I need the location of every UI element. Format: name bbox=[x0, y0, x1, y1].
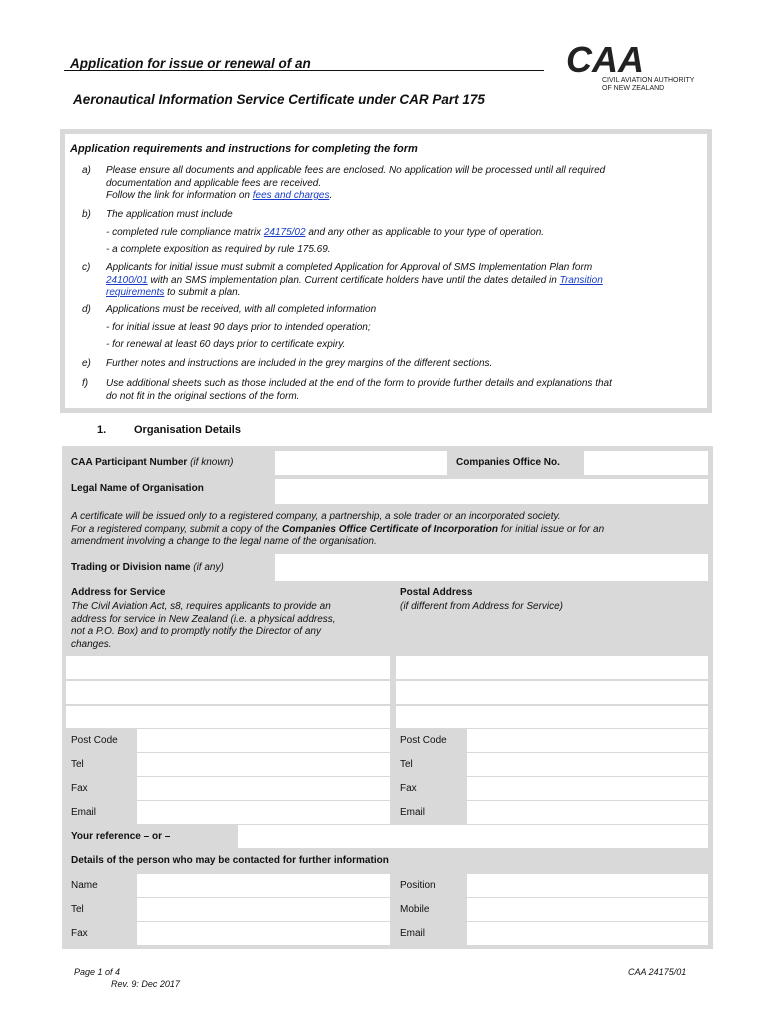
certificate-note: A certificate will be issued only to a registered company, a partnership, a sole trader or an incorporated society. For a registered company, submit a copy of the Companies Office Certificate of Incorporation for initial issue or for an amendment involving a change to the legal name of the organisation. bbox=[71, 511, 605, 547]
postal-fax-input[interactable] bbox=[467, 777, 708, 800]
contact-name-input[interactable] bbox=[137, 874, 390, 897]
form-title-line1: Application for issue or renewal of an bbox=[70, 56, 311, 71]
logo-sub1: CIVIL AVIATION AUTHORITY bbox=[602, 77, 695, 84]
address-service-label: Address for Service bbox=[71, 587, 166, 598]
service-fax-input[interactable] bbox=[137, 777, 390, 800]
rule-matrix-link[interactable]: 24175/02 bbox=[263, 226, 306, 238]
revision: Rev. 9: Dec 2017 bbox=[111, 979, 180, 989]
service-tel-label: Tel bbox=[71, 759, 84, 770]
legal-name-label: Legal Name of Organisation bbox=[71, 483, 204, 494]
your-reference-input[interactable] bbox=[238, 825, 708, 848]
contact-mobile-input[interactable] bbox=[467, 898, 708, 921]
requirements-link[interactable]: requirements bbox=[106, 287, 165, 298]
contact-email-label: Email bbox=[400, 928, 426, 939]
contact-tel-input[interactable] bbox=[137, 898, 390, 921]
caa-logo bbox=[566, 34, 706, 94]
logo-sub2: OF NEW ZEALAND bbox=[602, 85, 665, 92]
postal-tel-input[interactable] bbox=[467, 753, 708, 776]
contact-tel-label: Tel bbox=[71, 904, 84, 915]
trading-name-input[interactable] bbox=[275, 554, 708, 581]
postal-address-line2[interactable] bbox=[396, 681, 708, 704]
participant-number-label: CAA Participant Number (if known) bbox=[71, 457, 234, 468]
contact-fax-label: Fax bbox=[71, 928, 88, 939]
service-address-line2[interactable] bbox=[66, 681, 390, 704]
service-address-line3[interactable] bbox=[66, 706, 390, 728]
postal-email-input[interactable] bbox=[467, 801, 708, 824]
title-underline bbox=[64, 70, 544, 71]
postal-address-label: Postal Address bbox=[400, 587, 473, 598]
contact-email-input[interactable] bbox=[467, 922, 708, 945]
companies-office-input[interactable] bbox=[584, 451, 708, 475]
instruction-f: f) Use additional sheets such as those included at the end of the form to provide further details and explanations that do not fit in the original sections of the form. bbox=[82, 378, 612, 402]
postal-email-label: Email bbox=[400, 807, 426, 818]
fees-and-charges-link[interactable]: fees and charges bbox=[252, 190, 330, 201]
instruction-a: a) Please ensure all documents and applicable fees are enclosed. No application will be processed until all required documentation and applicable fees are received. Follow the link for information on fees and charges. bbox=[82, 165, 606, 201]
address-service-note: The Civil Aviation Act, s8, requires applicants to provide an address for service in New Zealand (i.e. a physical address, not a P.O. Box) and to promptly notify the Director of any changes. bbox=[71, 601, 336, 650]
service-postcode-input[interactable] bbox=[137, 729, 390, 752]
service-fax-label: Fax bbox=[71, 783, 88, 794]
postal-address-line1[interactable] bbox=[396, 656, 708, 679]
trading-name-label: Trading or Division name (if any) bbox=[71, 562, 224, 573]
postal-postcode-label: Post Code bbox=[400, 735, 447, 746]
postal-address-line3[interactable] bbox=[396, 706, 708, 728]
sms-form-link[interactable]: 24100/01 bbox=[106, 274, 148, 286]
contact-name-label: Name bbox=[71, 880, 98, 891]
contact-fax-input[interactable] bbox=[137, 922, 390, 945]
your-reference-label: Your reference – or – bbox=[71, 831, 171, 842]
instruction-d: d) Applications must be received, with all completed information - for initial issue at least 90 days prior to intended operation; - for renewal at least 60 days prior to certificate expiry. bbox=[82, 304, 377, 350]
section-number: 1. bbox=[97, 424, 107, 436]
service-tel-input[interactable] bbox=[137, 753, 390, 776]
transition-link[interactable]: Transition bbox=[559, 274, 603, 286]
service-address-line1[interactable] bbox=[66, 656, 390, 679]
service-email-input[interactable] bbox=[137, 801, 390, 824]
service-postcode-label: Post Code bbox=[71, 735, 118, 746]
participant-number-input[interactable] bbox=[275, 451, 447, 475]
contact-heading: Details of the person who may be contacted for further information bbox=[71, 855, 389, 866]
form-title-line2: Aeronautical Information Service Certificate under CAR Part 175 bbox=[73, 92, 485, 107]
section-title: Organisation Details bbox=[134, 424, 241, 436]
companies-office-label: Companies Office No. bbox=[456, 457, 560, 468]
instruction-c: c) Applicants for initial issue must submit a completed Application for Approval of SMS Implementation Plan form 24100/01 with an SMS implementation plan. Current certificate holders have until the dates detailed in Transition requirements to submit a plan. bbox=[82, 262, 603, 298]
instruction-b: b) The application must include - completed rule compliance matrix 24175/02 and any other as applicable to your type of operation. - a complete exposition as required by rule 175.69. bbox=[82, 209, 545, 255]
contact-position-input[interactable] bbox=[467, 874, 708, 897]
instructions-heading: Application requirements and instructions for completing the form bbox=[70, 143, 418, 155]
instruction-e: e) Further notes and instructions are included in the grey margins of the different sections. bbox=[82, 358, 493, 369]
page-number: Page 1 of 4 bbox=[74, 967, 121, 977]
logo-text: CAA bbox=[566, 39, 644, 80]
service-email-label: Email bbox=[71, 807, 97, 818]
contact-mobile-label: Mobile bbox=[400, 904, 430, 915]
legal-name-input[interactable] bbox=[275, 479, 708, 504]
postal-address-hint: (if different from Address for Service) bbox=[400, 601, 564, 612]
contact-position-label: Position bbox=[400, 880, 436, 891]
postal-tel-label: Tel bbox=[400, 759, 413, 770]
form-id: CAA 24175/01 bbox=[628, 967, 687, 977]
postal-postcode-input[interactable] bbox=[467, 729, 708, 752]
postal-fax-label: Fax bbox=[400, 783, 417, 794]
